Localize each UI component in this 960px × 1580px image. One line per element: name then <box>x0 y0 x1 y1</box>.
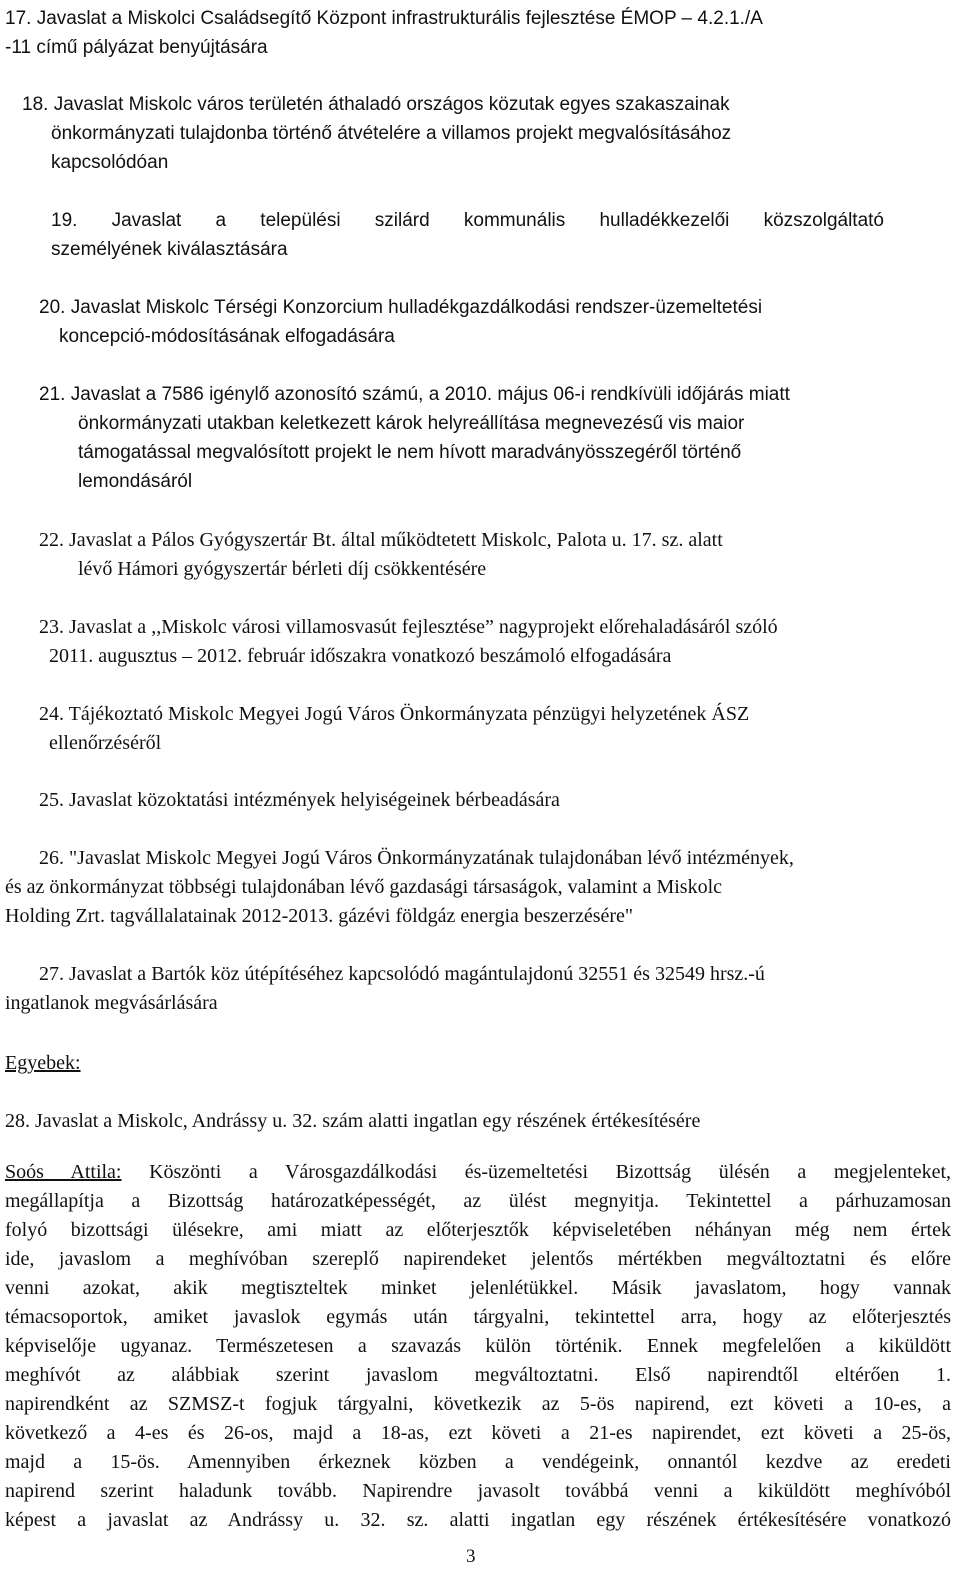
speech-line: megállapítja a Bizottság határozatképességét, az ülést megnyitja. Tekintettel a párhuzamosan <box>5 1190 951 1212</box>
agenda-line: 19. Javaslat a települési szilárd kommunális hulladékkezelői közszolgáltató <box>51 210 884 231</box>
agenda-line: Holding Zrt. tagvállalatainak 2012-2013. gázévi földgáz energia beszerzésére" <box>5 905 634 927</box>
agenda-line: ellenőrzéséről <box>49 732 162 754</box>
speech-line <box>5 1158 951 1187</box>
agenda-line: és az önkormányzat többségi tulajdonában lévő gazdasági társaságok, valamint a Miskolc <box>5 876 723 898</box>
agenda-line: ingatlanok megvásárlására <box>5 992 218 1014</box>
speech-line: folyó bizottsági ülésekre, ami miatt az előterjesztők képviseletében néhányan még nem értek <box>5 1219 951 1241</box>
agenda-line: 28. Javaslat a Miskolc, Andrássy u. 32. szám alatti ingatlan egy részének értékesítésére <box>5 1110 701 1132</box>
speech-line: képest a javaslat az Andrássy u. 32. sz. alatti ingatlan egy részének értékesítésére vonatkozó <box>5 1509 951 1531</box>
speech-line: napirendként az SZMSZ-t fogjuk tárgyalni, következik az 5-ös napirend, ezt követi a 10-es, a <box>5 1393 951 1415</box>
page-number: 3 <box>466 1546 476 1567</box>
agenda-line: 23. Javaslat a ,,Miskolc városi villamosvasút fejlesztése” nagyprojekt előrehaladásáról szóló <box>39 616 778 638</box>
agenda-line: 25. Javaslat közoktatási intézmények helyiségeinek bérbeadására <box>39 789 560 811</box>
speech-line: venni azokat, akik megtiszteltek minket jelenlétükkel. Másik javaslatom, hogy vannak <box>5 1277 951 1299</box>
agenda-item-25 <box>39 786 560 815</box>
agenda-line: 21. Javaslat a 7586 igénylő azonosító számú, a 2010. május 06-i rendkívüli időjárás miatt <box>39 384 790 405</box>
speech-line: napirend szerint haladunk tovább. Napirendre javasolt továbbá venni a kiküldött meghívóból <box>5 1480 951 1502</box>
agenda-line: koncepció-módosításának elfogadására <box>59 326 395 347</box>
agenda-line: 20. Javaslat Miskolc Térségi Konzorcium hulladékgazdálkodási rendszer-üzemeltetési <box>39 297 763 318</box>
agenda-line: lemondásáról <box>78 471 193 492</box>
speech-paragraph <box>5 1158 951 1535</box>
speech-line-text: Köszönti a Városgazdálkodási és-üzemeltetési Bizottság ülésén a megjelenteket, <box>121 1161 952 1183</box>
speech-line: képviselője ugyanaz. Természetesen a szavazás külön történik. Ennek megfelelően a kiküldött <box>5 1335 951 1357</box>
speaker-name: Soós Attila: <box>5 1161 122 1183</box>
speech-line: ide, javaslom a meghívóban szereplő napirendeket jelentős mértékben megváltoztatni és előre <box>5 1248 951 1270</box>
agenda-item-21 <box>39 380 790 496</box>
agenda-item-23 <box>39 613 778 671</box>
speech-line: következő a 4-es és 26-os, majd a 18-as, ezt követi a 21-es napirendet, ezt követi a 25-ös, <box>5 1422 951 1444</box>
agenda-item-19 <box>51 206 884 264</box>
speech-line: témacsoportok, amiket javaslok egymás után tárgyalni, tekintettel arra, hogy az előterjesztés <box>5 1306 951 1328</box>
agenda-line: önkormányzati tulajdonba történő átvételére a villamos projekt megvalósításához <box>51 123 732 144</box>
agenda-line: önkormányzati utakban keletkezett károk helyreállítása megnevezésű vis maior <box>78 413 745 434</box>
agenda-line: 2011. augusztus – 2012. február időszakra vonatkozó beszámoló elfogadására <box>49 645 672 667</box>
speech-line: majd a 15-ös. Amennyiben érkeznek közben a vendégeink, onnantól kezdve az eredeti <box>5 1451 951 1473</box>
agenda-item-22 <box>39 526 723 584</box>
agenda-line: lévő Hámori gyógyszertár bérleti díj csökkentésére <box>78 558 487 580</box>
agenda-item-26 <box>5 844 794 931</box>
agenda-line: -11 című pályázat benyújtására <box>5 37 268 58</box>
agenda-item-17 <box>5 4 763 62</box>
agenda-line: személyének kiválasztására <box>51 239 288 260</box>
agenda-line: kapcsolódóan <box>51 152 169 173</box>
agenda-line: 26. "Javaslat Miskolc Megyei Jogú Város Önkormányzatának tulajdonában lévő intézmények, <box>39 847 794 869</box>
agenda-item-18 <box>22 90 731 177</box>
agenda-item-20 <box>39 293 762 351</box>
agenda-line: támogatással megvalósított projekt le nem hívott maradványösszegéről történő <box>78 442 742 463</box>
egyebek-heading: Egyebek: <box>5 1052 81 1074</box>
agenda-line: 18. Javaslat Miskolc város területén áthaladó országos közutak egyes szakaszainak <box>22 94 730 115</box>
agenda-item-24 <box>39 700 749 758</box>
agenda-item-27 <box>5 960 765 1018</box>
speech-line: meghívót az alábbiak szerint javaslom megváltoztatni. Első napirendtől eltérően 1. <box>5 1364 951 1386</box>
agenda-line: 24. Tájékoztató Miskolc Megyei Jogú Város Önkormányzata pénzügyi helyzetének ÁSZ <box>39 703 750 725</box>
agenda-line: 17. Javaslat a Miskolci Családsegítő Központ infrastrukturális fejlesztése ÉMOP – 4.2.1./A <box>5 8 763 29</box>
agenda-item-28 <box>5 1107 700 1136</box>
agenda-line: 22. Javaslat a Pálos Gyógyszertár Bt. által működtetett Miskolc, Palota u. 17. sz. alatt <box>39 529 723 551</box>
agenda-line: 27. Javaslat a Bartók köz útépítéséhez kapcsolódó magántulajdonú 32551 és 32549 hrsz.-ú <box>39 963 765 985</box>
